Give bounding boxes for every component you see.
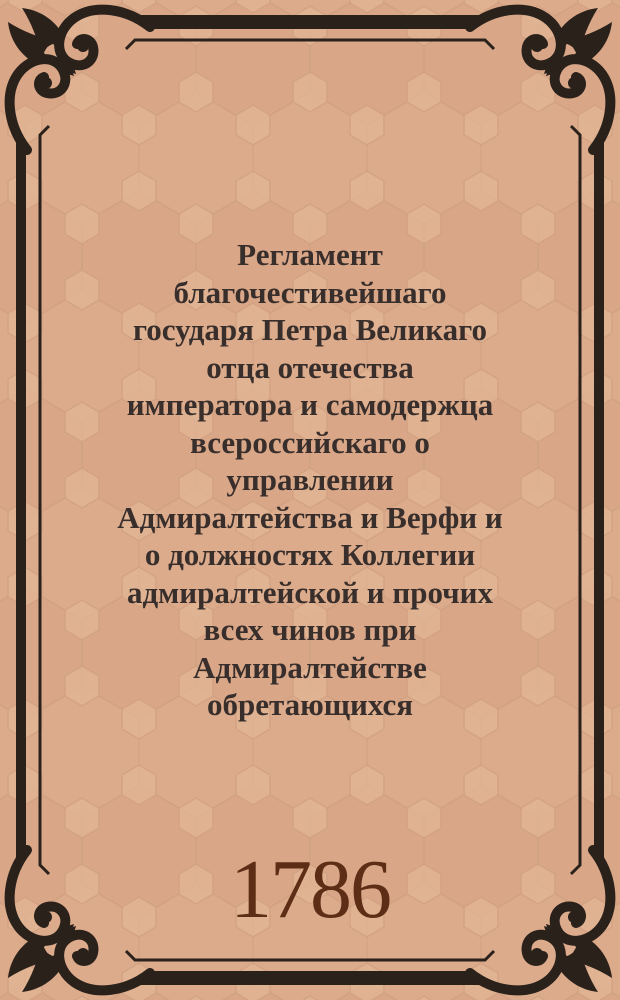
- title-line: Адмиралтейства и Верфи и: [117, 499, 503, 535]
- title-line: благочестивейшаго: [173, 274, 447, 310]
- title-line: Регламент: [237, 237, 383, 272]
- frame-bar-top: [132, 15, 488, 29]
- publication-year: 1786: [230, 843, 390, 936]
- book-title: [55, 236, 565, 724]
- title-line: обретающихся: [207, 687, 413, 722]
- title-line: управлении: [226, 462, 394, 497]
- title-line: императора и самодержца: [126, 387, 494, 422]
- frame-bar-left: [16, 132, 26, 868]
- title-line: государя Петра Великаго: [132, 312, 487, 347]
- title-line: о должностях Коллегии: [144, 537, 476, 572]
- title-line: отца отечества: [206, 349, 414, 385]
- title-line: Адмиралтействе: [193, 649, 427, 685]
- frame-bar-bottom: [132, 971, 488, 985]
- frame-bar-right: [594, 132, 604, 868]
- title-line: всех чинов при: [203, 612, 417, 647]
- title-line: всероссийскаго о: [190, 424, 430, 460]
- title-line: адмиралтейской и прочих: [127, 574, 493, 610]
